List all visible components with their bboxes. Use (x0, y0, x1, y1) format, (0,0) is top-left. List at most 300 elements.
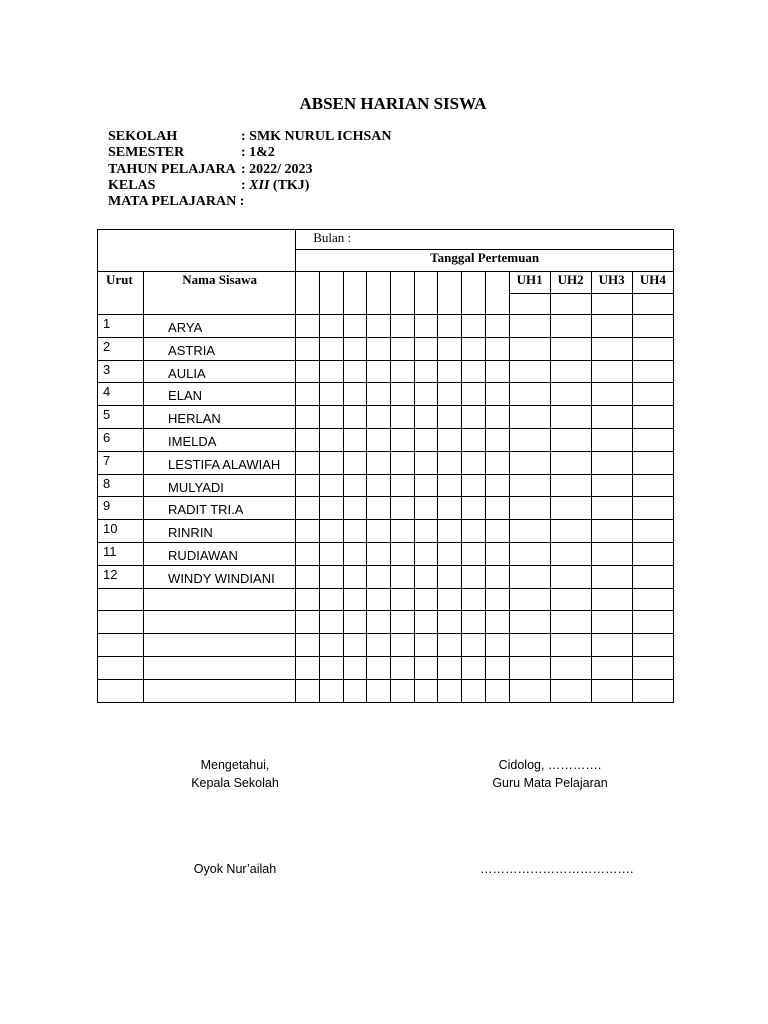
student-name: ASTRIA (144, 337, 296, 360)
attendance-cell[interactable] (485, 474, 509, 497)
uh-score-cell[interactable] (591, 565, 632, 588)
attendance-cell[interactable] (414, 656, 438, 679)
attendance-cell[interactable] (343, 520, 367, 543)
attendance-cell[interactable] (343, 337, 367, 360)
uh-score-cell[interactable] (591, 360, 632, 383)
attendance-cell[interactable] (438, 565, 462, 588)
attendance-cell[interactable] (485, 497, 509, 520)
attendance-cell[interactable] (367, 588, 391, 611)
signature-left-name: Oyok Nur’ailah (193, 862, 277, 876)
table-row (98, 565, 674, 588)
attendance-cell[interactable] (296, 679, 320, 702)
attendance-cell[interactable] (462, 360, 486, 383)
uh-score-cell[interactable] (591, 337, 632, 360)
uh-score-cell[interactable] (509, 451, 550, 474)
uh-score-cell[interactable] (509, 679, 550, 702)
table-row (98, 497, 674, 520)
attendance-cell[interactable] (462, 565, 486, 588)
uh-score-cell[interactable] (550, 337, 591, 360)
uh-score-cell[interactable] (632, 337, 673, 360)
empty-name-cell[interactable] (144, 611, 296, 634)
attendance-cell[interactable] (414, 542, 438, 565)
uh-sub-cell[interactable] (509, 294, 550, 315)
attendance-cell[interactable] (367, 679, 391, 702)
attendance-cell[interactable] (485, 406, 509, 429)
uh-score-cell[interactable] (550, 383, 591, 406)
attendance-cell[interactable] (319, 542, 343, 565)
attendance-cell[interactable] (319, 383, 343, 406)
uh-score-cell[interactable] (632, 588, 673, 611)
uh-score-cell[interactable] (550, 679, 591, 702)
uh-score-cell[interactable] (550, 656, 591, 679)
signature-left-line2: Kepala Sekolah (191, 776, 279, 790)
student-name: AULIA (144, 360, 296, 383)
uh-score-cell[interactable] (591, 451, 632, 474)
uh-score-cell[interactable] (632, 315, 673, 338)
empty-name-cell[interactable] (144, 588, 296, 611)
student-number: 2 (98, 337, 144, 360)
date-cell[interactable] (414, 272, 438, 315)
attendance-cell[interactable] (343, 497, 367, 520)
attendance-cell[interactable] (391, 497, 415, 520)
attendance-cell[interactable] (485, 520, 509, 543)
attendance-cell[interactable] (367, 656, 391, 679)
attendance-cell[interactable] (367, 428, 391, 451)
attendance-cell[interactable] (391, 406, 415, 429)
attendance-cell[interactable] (414, 451, 438, 474)
uh-score-cell[interactable] (509, 360, 550, 383)
attendance-cell[interactable] (296, 451, 320, 474)
uh-score-cell[interactable] (509, 337, 550, 360)
attendance-cell[interactable] (438, 497, 462, 520)
attendance-cell[interactable] (391, 337, 415, 360)
student-number: 5 (98, 406, 144, 429)
student-name: HERLAN (144, 406, 296, 429)
attendance-cell[interactable] (296, 474, 320, 497)
uh-score-cell[interactable] (632, 656, 673, 679)
attendance-cell[interactable] (367, 474, 391, 497)
uh-score-cell[interactable] (632, 474, 673, 497)
uh-score-cell[interactable] (550, 428, 591, 451)
attendance-cell[interactable] (319, 497, 343, 520)
info-label: TAHUN PELAJARA (108, 161, 236, 177)
uh-score-cell[interactable] (632, 611, 673, 634)
empty-name-cell[interactable] (144, 656, 296, 679)
empty-number-cell[interactable] (98, 611, 144, 634)
attendance-cell[interactable] (414, 315, 438, 338)
student-number: 8 (98, 474, 144, 497)
attendance-cell[interactable] (319, 360, 343, 383)
attendance-cell[interactable] (414, 588, 438, 611)
attendance-cell[interactable] (343, 474, 367, 497)
info-row-mapel (108, 194, 392, 210)
uh-score-cell[interactable] (509, 520, 550, 543)
attendance-cell[interactable] (391, 565, 415, 588)
attendance-cell[interactable] (438, 360, 462, 383)
attendance-cell[interactable] (414, 565, 438, 588)
attendance-cell[interactable] (343, 360, 367, 383)
nama-header: Nama Sisawa (144, 272, 296, 315)
date-cell[interactable] (343, 272, 367, 315)
table-row (98, 360, 674, 383)
info-label: KELAS (108, 177, 156, 193)
student-name: RADIT TRI.A (144, 497, 296, 520)
attendance-cell[interactable] (414, 474, 438, 497)
attendance-cell[interactable] (367, 542, 391, 565)
attendance-cell[interactable] (438, 383, 462, 406)
urut-header: Urut (98, 272, 144, 315)
date-cell[interactable] (485, 272, 509, 315)
attendance-cell[interactable] (296, 634, 320, 657)
attendance-cell[interactable] (367, 383, 391, 406)
attendance-cell[interactable] (319, 406, 343, 429)
student-number: 1 (98, 315, 144, 338)
uh-score-cell[interactable] (509, 406, 550, 429)
uh-score-cell[interactable] (509, 611, 550, 634)
attendance-cell[interactable] (414, 428, 438, 451)
attendance-cell[interactable] (485, 565, 509, 588)
attendance-cell[interactable] (367, 360, 391, 383)
attendance-cell[interactable] (391, 611, 415, 634)
attendance-cell[interactable] (462, 634, 486, 657)
attendance-cell[interactable] (367, 565, 391, 588)
table-row (98, 634, 674, 657)
attendance-cell[interactable] (319, 474, 343, 497)
uh-score-cell[interactable] (509, 542, 550, 565)
student-number: 10 (98, 520, 144, 543)
attendance-cell[interactable] (319, 520, 343, 543)
attendance-cell[interactable] (485, 337, 509, 360)
student-number: 4 (98, 383, 144, 406)
attendance-cell[interactable] (296, 542, 320, 565)
attendance-cell[interactable] (343, 383, 367, 406)
attendance-cell[interactable] (343, 634, 367, 657)
uh-score-cell[interactable] (550, 588, 591, 611)
uh-score-cell[interactable] (591, 611, 632, 634)
uh-score-cell[interactable] (591, 542, 632, 565)
header-row-columns (98, 272, 674, 294)
attendance-cell[interactable] (438, 451, 462, 474)
table-row (98, 588, 674, 611)
student-name: RINRIN (144, 520, 296, 543)
uh-score-cell[interactable] (591, 474, 632, 497)
attendance-cell[interactable] (462, 337, 486, 360)
date-cell[interactable] (319, 272, 343, 315)
attendance-cell[interactable] (438, 588, 462, 611)
attendance-cell[interactable] (367, 451, 391, 474)
table-row (98, 383, 674, 406)
attendance-cell[interactable] (319, 451, 343, 474)
attendance-cell[interactable] (462, 315, 486, 338)
attendance-cell[interactable] (343, 565, 367, 588)
uh-score-cell[interactable] (632, 542, 673, 565)
attendance-cell[interactable] (414, 611, 438, 634)
uh-score-cell[interactable] (632, 428, 673, 451)
date-cell[interactable] (462, 272, 486, 315)
date-cell[interactable] (367, 272, 391, 315)
table-row (98, 520, 674, 543)
attendance-cell[interactable] (296, 520, 320, 543)
empty-number-cell[interactable] (98, 679, 144, 702)
attendance-cell[interactable] (462, 611, 486, 634)
attendance-cell[interactable] (296, 337, 320, 360)
table-row (98, 679, 674, 702)
attendance-cell[interactable] (343, 611, 367, 634)
attendance-cell[interactable] (438, 520, 462, 543)
student-name: ARYA (144, 315, 296, 338)
attendance-cell[interactable] (438, 611, 462, 634)
attendance-cell[interactable] (391, 383, 415, 406)
attendance-cell[interactable] (367, 520, 391, 543)
attendance-cell[interactable] (462, 451, 486, 474)
attendance-cell[interactable] (438, 656, 462, 679)
uh-score-cell[interactable] (591, 656, 632, 679)
attendance-cell[interactable] (343, 588, 367, 611)
attendance-cell[interactable] (367, 315, 391, 338)
attendance-cell[interactable] (367, 406, 391, 429)
signature-left (175, 756, 295, 792)
uh-score-cell[interactable] (591, 679, 632, 702)
table-row (98, 474, 674, 497)
attendance-cell[interactable] (462, 542, 486, 565)
date-cell[interactable] (438, 272, 462, 315)
uh-sub-cell[interactable] (591, 294, 632, 315)
header-blank (98, 230, 296, 272)
attendance-cell[interactable] (343, 656, 367, 679)
attendance-cell[interactable] (343, 451, 367, 474)
attendance-cell[interactable] (462, 497, 486, 520)
uh-score-cell[interactable] (550, 360, 591, 383)
attendance-cell[interactable] (462, 656, 486, 679)
table-row (98, 337, 674, 360)
uh-header: UH2 (550, 272, 591, 294)
uh-score-cell[interactable] (591, 428, 632, 451)
attendance-cell[interactable] (319, 656, 343, 679)
uh-score-cell[interactable] (632, 360, 673, 383)
attendance-cell[interactable] (414, 520, 438, 543)
uh-score-cell[interactable] (509, 497, 550, 520)
attendance-cell[interactable] (296, 315, 320, 338)
uh-score-cell[interactable] (509, 634, 550, 657)
attendance-cell[interactable] (462, 383, 486, 406)
attendance-cell[interactable] (485, 428, 509, 451)
attendance-cell[interactable] (485, 679, 509, 702)
uh-score-cell[interactable] (550, 520, 591, 543)
empty-name-cell[interactable] (144, 679, 296, 702)
uh-score-cell[interactable] (632, 383, 673, 406)
attendance-cell[interactable] (391, 520, 415, 543)
uh-score-cell[interactable] (632, 451, 673, 474)
attendance-cell[interactable] (319, 611, 343, 634)
empty-name-cell[interactable] (144, 634, 296, 657)
attendance-cell[interactable] (391, 679, 415, 702)
attendance-cell[interactable] (485, 542, 509, 565)
attendance-cell[interactable] (485, 656, 509, 679)
student-number: 7 (98, 451, 144, 474)
attendance-cell[interactable] (296, 565, 320, 588)
attendance-cell[interactable] (485, 383, 509, 406)
attendance-cell[interactable] (391, 315, 415, 338)
attendance-cell[interactable] (438, 428, 462, 451)
attendance-cell[interactable] (485, 611, 509, 634)
attendance-cell[interactable] (485, 588, 509, 611)
uh-score-cell[interactable] (632, 497, 673, 520)
uh-score-cell[interactable] (550, 542, 591, 565)
uh-score-cell[interactable] (550, 634, 591, 657)
student-name: IMELDA (144, 428, 296, 451)
attendance-cell[interactable] (391, 542, 415, 565)
uh-sub-cell[interactable] (550, 294, 591, 315)
attendance-cell[interactable] (485, 360, 509, 383)
uh-score-cell[interactable] (632, 520, 673, 543)
attendance-cell[interactable] (391, 451, 415, 474)
attendance-cell[interactable] (462, 428, 486, 451)
attendance-cell[interactable] (414, 360, 438, 383)
empty-number-cell[interactable] (98, 634, 144, 657)
attendance-cell[interactable] (438, 634, 462, 657)
attendance-cell[interactable] (319, 679, 343, 702)
student-number: 6 (98, 428, 144, 451)
attendance-cell[interactable] (391, 656, 415, 679)
attendance-cell[interactable] (319, 428, 343, 451)
uh-header: UH1 (509, 272, 550, 294)
attendance-cell[interactable] (438, 474, 462, 497)
attendance-cell[interactable] (343, 542, 367, 565)
attendance-cell[interactable] (414, 383, 438, 406)
attendance-cell[interactable] (391, 360, 415, 383)
attendance-cell[interactable] (391, 588, 415, 611)
uh-score-cell[interactable] (632, 565, 673, 588)
attendance-cell[interactable] (296, 588, 320, 611)
attendance-cell[interactable] (438, 315, 462, 338)
attendance-cell[interactable] (296, 383, 320, 406)
attendance-cell[interactable] (367, 634, 391, 657)
uh-score-cell[interactable] (509, 474, 550, 497)
attendance-cell[interactable] (414, 679, 438, 702)
uh-score-cell[interactable] (591, 315, 632, 338)
uh-score-cell[interactable] (550, 565, 591, 588)
uh-score-cell[interactable] (550, 451, 591, 474)
kelas-level: XII (249, 177, 270, 193)
uh-header: UH3 (591, 272, 632, 294)
attendance-cell[interactable] (367, 497, 391, 520)
attendance-cell[interactable] (485, 451, 509, 474)
attendance-cell[interactable] (414, 497, 438, 520)
student-number: 9 (98, 497, 144, 520)
uh-score-cell[interactable] (550, 497, 591, 520)
uh-score-cell[interactable] (509, 656, 550, 679)
table-row (98, 315, 674, 338)
student-name: LESTIFA ALAWIAH (144, 451, 296, 474)
tanggal-pertemuan-label: Tanggal Pertemuan (296, 250, 674, 272)
student-name: RUDIAWAN (144, 542, 296, 565)
uh-score-cell[interactable] (591, 406, 632, 429)
attendance-cell[interactable] (438, 337, 462, 360)
attendance-cell[interactable] (343, 679, 367, 702)
uh-score-cell[interactable] (632, 406, 673, 429)
attendance-cell[interactable] (391, 428, 415, 451)
attendance-cell[interactable] (319, 565, 343, 588)
uh-score-cell[interactable] (632, 679, 673, 702)
attendance-cell[interactable] (462, 679, 486, 702)
uh-score-cell[interactable] (632, 634, 673, 657)
attendance-cell[interactable] (319, 634, 343, 657)
attendance-cell[interactable] (367, 337, 391, 360)
attendance-cell[interactable] (414, 337, 438, 360)
attendance-cell[interactable] (462, 588, 486, 611)
header-row-bulan (98, 230, 674, 250)
student-name: WINDY WINDIANI (144, 565, 296, 588)
attendance-cell[interactable] (391, 474, 415, 497)
uh-score-cell[interactable] (591, 634, 632, 657)
student-number: 3 (98, 360, 144, 383)
attendance-cell[interactable] (296, 497, 320, 520)
empty-number-cell[interactable] (98, 588, 144, 611)
school-info (108, 129, 392, 210)
attendance-cell[interactable] (462, 520, 486, 543)
info-row-semester (108, 145, 392, 161)
empty-number-cell[interactable] (98, 656, 144, 679)
uh-score-cell[interactable] (550, 474, 591, 497)
attendance-cell[interactable] (296, 656, 320, 679)
info-label: SEKOLAH (108, 129, 178, 144)
attendance-cell[interactable] (438, 679, 462, 702)
kelas-prefix: : (241, 177, 250, 193)
uh-score-cell[interactable] (550, 611, 591, 634)
uh-score-cell[interactable] (509, 588, 550, 611)
uh-score-cell[interactable] (591, 520, 632, 543)
uh-score-cell[interactable] (509, 315, 550, 338)
info-label: MATA PELAJARAN : (108, 194, 245, 210)
attendance-cell[interactable] (414, 406, 438, 429)
attendance-cell[interactable] (438, 406, 462, 429)
attendance-cell[interactable] (296, 360, 320, 383)
uh-score-cell[interactable] (591, 497, 632, 520)
uh-score-cell[interactable] (550, 406, 591, 429)
attendance-cell[interactable] (296, 428, 320, 451)
student-name: MULYADI (144, 474, 296, 497)
uh-score-cell[interactable] (591, 383, 632, 406)
attendance-cell[interactable] (414, 634, 438, 657)
attendance-cell[interactable] (485, 315, 509, 338)
attendance-cell[interactable] (367, 611, 391, 634)
attendance-cell[interactable] (296, 611, 320, 634)
attendance-cell[interactable] (343, 428, 367, 451)
uh-score-cell[interactable] (591, 588, 632, 611)
date-cell[interactable] (296, 272, 320, 315)
uh-score-cell[interactable] (550, 315, 591, 338)
attendance-cell[interactable] (319, 588, 343, 611)
attendance-cell[interactable] (485, 634, 509, 657)
attendance-cell[interactable] (343, 315, 367, 338)
attendance-cell[interactable] (296, 406, 320, 429)
uh-score-cell[interactable] (509, 565, 550, 588)
info-label: SEMESTER (108, 145, 185, 161)
attendance-cell[interactable] (319, 337, 343, 360)
attendance-cell[interactable] (462, 474, 486, 497)
attendance-cell[interactable] (343, 406, 367, 429)
date-cell[interactable] (391, 272, 415, 315)
attendance-cell[interactable] (391, 634, 415, 657)
uh-score-cell[interactable] (509, 428, 550, 451)
attendance-cell[interactable] (462, 406, 486, 429)
uh-score-cell[interactable] (509, 383, 550, 406)
attendance-cell[interactable] (438, 542, 462, 565)
signature-right-name: ………………………………. (480, 862, 634, 876)
table-row (98, 611, 674, 634)
attendance-cell[interactable] (319, 315, 343, 338)
uh-sub-cell[interactable] (632, 294, 673, 315)
